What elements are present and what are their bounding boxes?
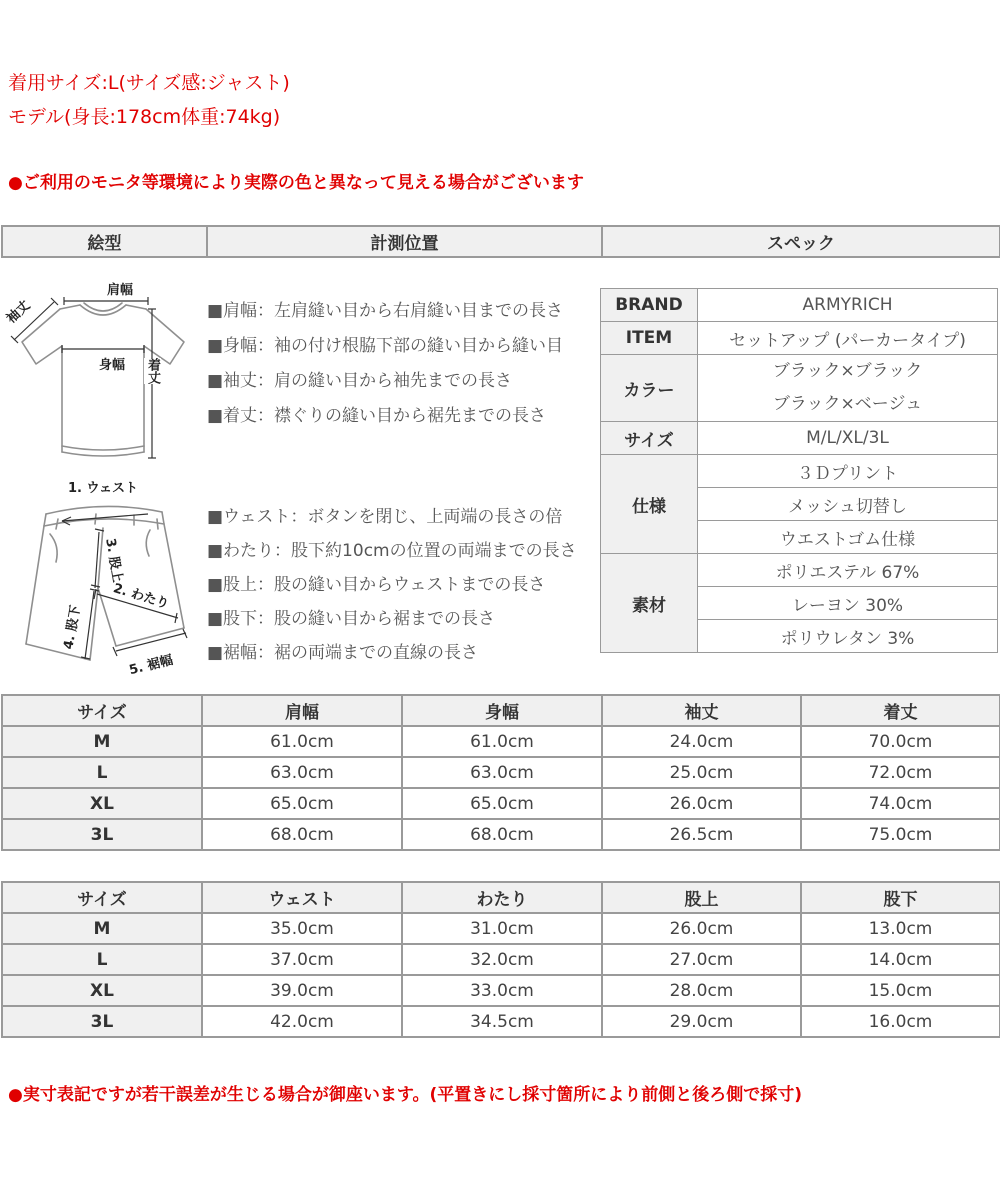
size-cell: 25.0cm xyxy=(602,757,801,788)
size-header-cell: 袖丈 xyxy=(602,695,801,726)
spec-label: BRAND xyxy=(601,289,698,322)
size-cell: 16.0cm xyxy=(801,1006,1000,1037)
size-header-cell: サイズ xyxy=(2,695,202,726)
table-row xyxy=(2,726,1000,757)
spec-value xyxy=(698,355,998,422)
size-cell: 35.0cm xyxy=(202,913,402,944)
spec-label: 仕様 xyxy=(601,455,698,554)
size-cell: 63.0cm xyxy=(402,757,602,788)
body-width-label: 身幅 xyxy=(98,358,126,373)
size-cell: 24.0cm xyxy=(602,726,801,757)
size-cell: 14.0cm xyxy=(801,944,1000,975)
monitor-color-note: ●ご利用のモニタ等環境により実際の色と異なって見える場合がございます xyxy=(8,173,584,193)
wear-info xyxy=(0,0,1000,134)
size-header-cell: 身幅 xyxy=(402,695,602,726)
size-header-cell: 股上 xyxy=(602,882,801,913)
measure-note: ■股下：股の縫い目から裾までの長さ xyxy=(207,609,496,629)
size-cell: 32.0cm xyxy=(402,944,602,975)
body-length-label: 着丈 xyxy=(145,358,160,384)
measure-note: ■肩幅：左肩縫い目から右肩縫い目までの長さ xyxy=(207,301,564,321)
guide-header-table xyxy=(1,225,1000,258)
spec-value: M/L/XL/3L xyxy=(698,422,998,455)
size-cell: 28.0cm xyxy=(602,975,801,1006)
size-cell: 26.0cm xyxy=(602,788,801,819)
table-row xyxy=(2,757,1000,788)
spec-row xyxy=(601,355,998,422)
size-cell: 72.0cm xyxy=(801,757,1000,788)
spec-label: ITEM xyxy=(601,322,698,355)
size-cell: 63.0cm xyxy=(202,757,402,788)
header-cell-measure-position: 計測位置 xyxy=(207,226,602,257)
tops-header-row xyxy=(2,695,1000,726)
shorts-measure-notes xyxy=(207,500,577,670)
spec-value: ポリエステル 67% xyxy=(698,554,998,587)
size-header-cell: 股下 xyxy=(801,882,1000,913)
measure-note: ■着丈：襟ぐりの縫い目から裾先までの長さ xyxy=(207,406,547,426)
size-cell: 61.0cm xyxy=(202,726,402,757)
thigh-label: 2. わたり xyxy=(111,581,171,613)
spec-row xyxy=(601,289,998,322)
size-name-cell: L xyxy=(2,757,202,788)
table-row xyxy=(2,944,1000,975)
size-header-cell: ウェスト xyxy=(202,882,402,913)
size-name-cell: XL xyxy=(2,975,202,1006)
size-cell: 74.0cm xyxy=(801,788,1000,819)
table-row xyxy=(2,788,1000,819)
size-cell: 15.0cm xyxy=(801,975,1000,1006)
size-header-cell: 肩幅 xyxy=(202,695,402,726)
rise-label: 3. 股上 xyxy=(102,537,125,584)
hem-width-label: 5. 裾幅 xyxy=(127,652,175,679)
measure-note: ■袖丈：肩の縫い目から袖先までの長さ xyxy=(207,371,513,391)
size-name-cell: M xyxy=(2,726,202,757)
spec-label: 素材 xyxy=(601,554,698,653)
shorts-diagram xyxy=(0,478,205,683)
size-header-cell: わたり xyxy=(402,882,602,913)
bottoms-size-table xyxy=(1,881,1000,1038)
table-row xyxy=(2,819,1000,850)
size-name-cell: L xyxy=(2,944,202,975)
measure-note: ■身幅：袖の付け根脇下部の縫い目から縫い目 xyxy=(207,336,564,356)
size-cell: 65.0cm xyxy=(402,788,602,819)
size-header-cell: 着丈 xyxy=(801,695,1000,726)
guide-content xyxy=(0,258,1000,688)
size-name-cell: 3L xyxy=(2,819,202,850)
size-cell: 26.0cm xyxy=(602,913,801,944)
size-cell: 13.0cm xyxy=(801,913,1000,944)
size-cell: 37.0cm xyxy=(202,944,402,975)
size-cell: 42.0cm xyxy=(202,1006,402,1037)
size-cell: 33.0cm xyxy=(402,975,602,1006)
model-note: モデル(身長:178cm体重:74kg) xyxy=(8,106,281,128)
waist-label: 1. ウェスト xyxy=(68,481,138,496)
tshirt-diagram-box xyxy=(0,272,205,477)
table-row xyxy=(2,975,1000,1006)
size-cell: 31.0cm xyxy=(402,913,602,944)
table-row xyxy=(2,913,1000,944)
size-cell: 68.0cm xyxy=(202,819,402,850)
spec-row xyxy=(601,422,998,455)
guide-header-row xyxy=(2,226,1000,257)
spec-row xyxy=(601,455,998,488)
size-cell: 27.0cm xyxy=(602,944,801,975)
tshirt-diagram xyxy=(0,272,205,477)
spec-value: メッシュ切替し xyxy=(698,488,998,521)
header-cell-shape: 絵型 xyxy=(2,226,207,257)
spec-value: ARMYRICH xyxy=(698,289,998,322)
header-cell-spec: スペック xyxy=(602,226,1000,257)
size-cell: 29.0cm xyxy=(602,1006,801,1037)
size-name-cell: XL xyxy=(2,788,202,819)
measure-note: ■裾幅：裾の両端までの直線の長さ xyxy=(207,643,479,663)
size-cell: 70.0cm xyxy=(801,726,1000,757)
color-option: ブラック×ベージュ xyxy=(772,394,923,414)
spec-value: ポリウレタン 3% xyxy=(698,620,998,653)
spec-value: レーヨン 30% xyxy=(698,587,998,620)
size-cell: 34.5cm xyxy=(402,1006,602,1037)
shoulder-width-label: 肩幅 xyxy=(106,283,134,298)
size-cell: 26.5cm xyxy=(602,819,801,850)
spec-row xyxy=(601,322,998,355)
measure-note: ■ウェスト：ボタンを閉じ、上両端の長さの倍 xyxy=(207,507,563,527)
spec-value: セットアップ (パーカータイプ) xyxy=(698,322,998,355)
spec-table xyxy=(600,288,998,653)
shirt-measure-notes xyxy=(207,294,563,434)
inseam-label: 4. 股下 xyxy=(61,604,84,651)
size-cell: 75.0cm xyxy=(801,819,1000,850)
spec-row xyxy=(601,554,998,587)
size-header-cell: サイズ xyxy=(2,882,202,913)
size-cell: 39.0cm xyxy=(202,975,402,1006)
bottoms-header-row xyxy=(2,882,1000,913)
table-row xyxy=(2,1006,1000,1037)
spec-value: ３Ｄプリント xyxy=(698,455,998,488)
size-name-cell: M xyxy=(2,913,202,944)
measure-note: ■わたり：股下約10cmの位置の両端までの長さ xyxy=(207,541,577,561)
shorts-diagram-box xyxy=(0,478,205,683)
spec-label: サイズ xyxy=(601,422,698,455)
wear-size-note: 着用サイズ:L(サイズ感:ジャスト) xyxy=(8,72,290,94)
color-option: ブラック×ブラック xyxy=(772,361,923,381)
spec-value: ウエストゴム仕様 xyxy=(698,521,998,554)
actual-size-note: ●実寸表記ですが若干誤差が生じる場合が御座います。(平置きにし採寸箇所により前側と後ろ側で採寸) xyxy=(8,1085,803,1105)
size-name-cell: 3L xyxy=(2,1006,202,1037)
sleeve-length-label: 袖丈 xyxy=(3,298,34,327)
tops-size-table xyxy=(1,694,1000,851)
size-cell: 65.0cm xyxy=(202,788,402,819)
size-cell: 68.0cm xyxy=(402,819,602,850)
size-cell: 61.0cm xyxy=(402,726,602,757)
spec-label: カラー xyxy=(601,355,698,422)
measure-note: ■股上：股の縫い目からウェストまでの長さ xyxy=(207,575,546,595)
